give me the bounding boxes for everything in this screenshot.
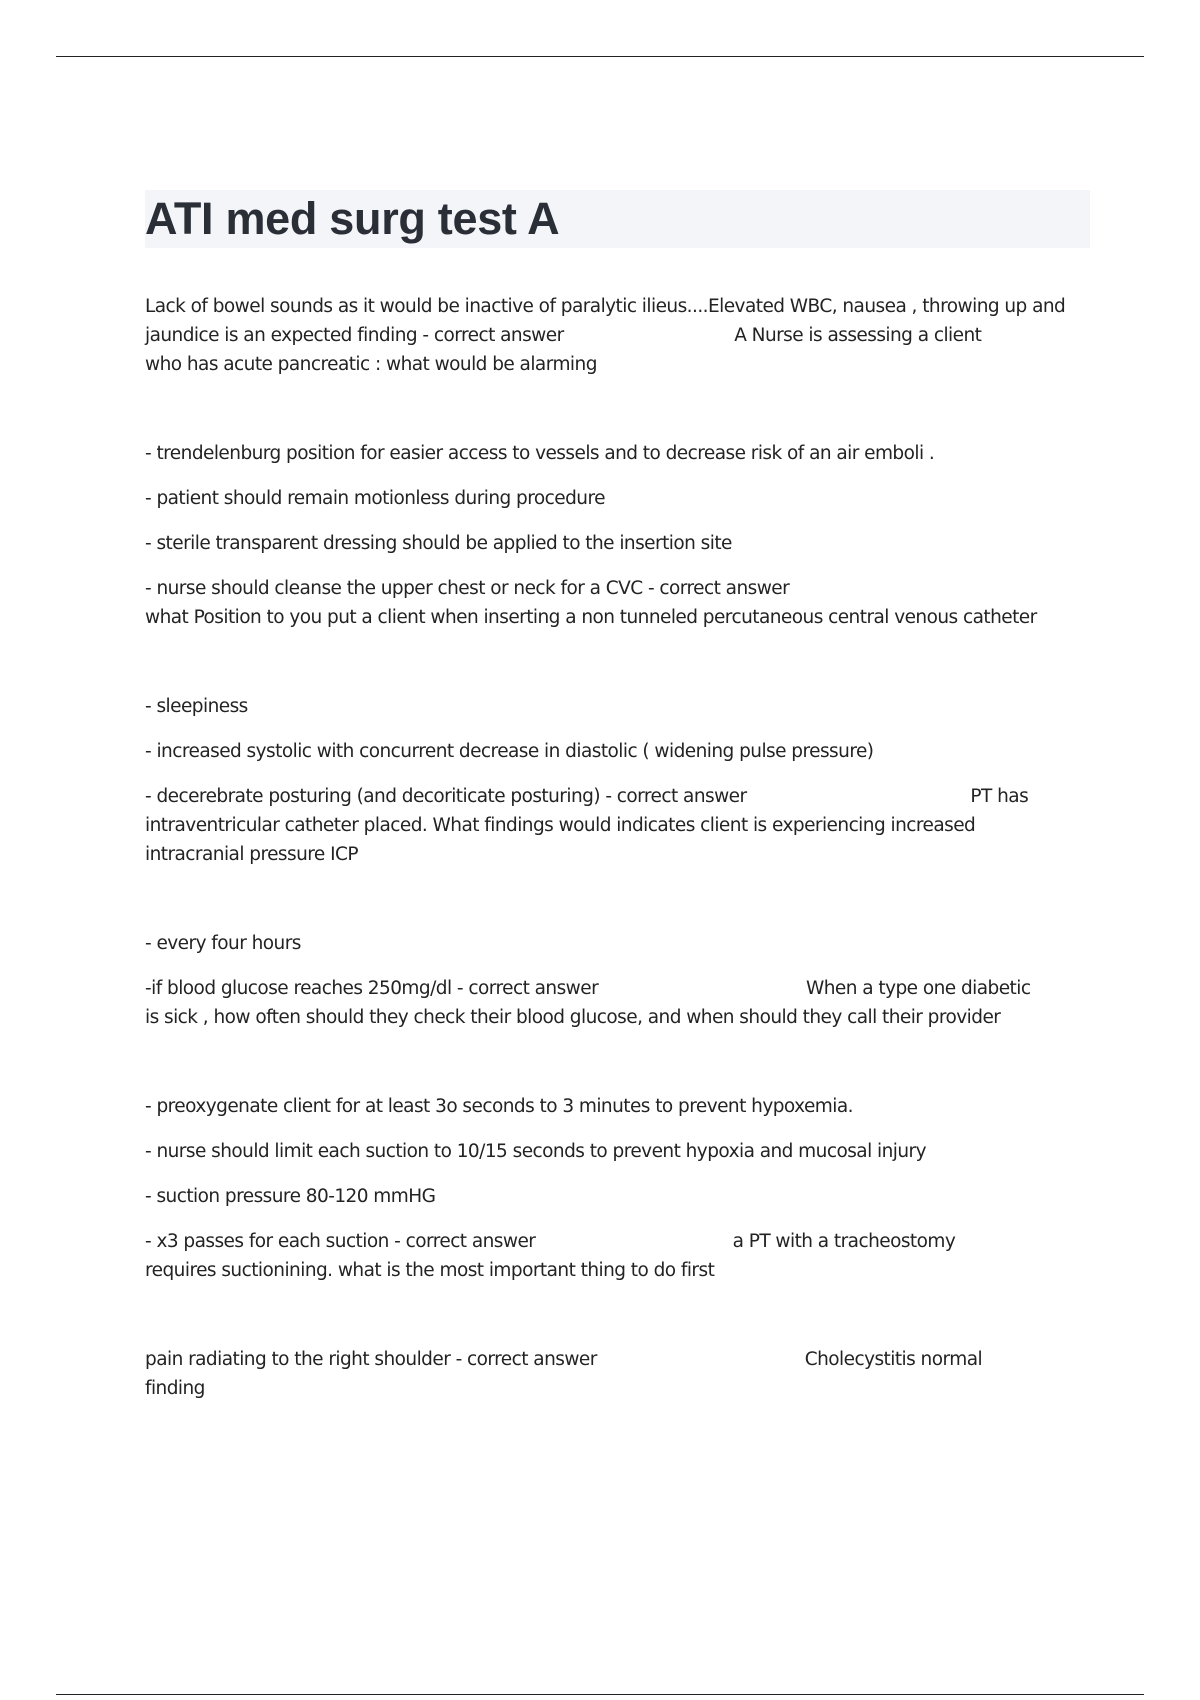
qa-line: -if blood glucose reaches 250mg/dl - correct answer When a type one diabetic — [145, 978, 1031, 999]
qa-line: - increased systolic with concurrent decrease in diastolic ( widening pulse pressure) — [145, 741, 874, 762]
title-banner — [145, 190, 1090, 248]
qa-line: - preoxygenate client for at least 3o seconds to 3 minutes to prevent hypoxemia. — [145, 1096, 853, 1117]
qa-line: - trendelenburg position for easier access to vessels and to decrease risk of an air emboli . — [145, 443, 935, 464]
document-title: ATI med surg test A — [145, 193, 560, 244]
qa-list — [145, 292, 1090, 1403]
qa-line: what Position to you put a client when inserting a non tunneled percutaneous central venous catheter — [145, 607, 1037, 628]
qa-line: - suction pressure 80-120 mmHG — [145, 1186, 436, 1207]
qa-card — [145, 439, 1090, 632]
qa-card — [145, 1092, 1090, 1285]
qa-line: - every four hours — [145, 933, 301, 954]
qa-line: requires suctionining. what is the most important thing to do first — [145, 1260, 715, 1281]
qa-line: Lack of bowel sounds as it would be inactive of paralytic ilieus....Elevated WBC, nausea , throwing up and — [145, 296, 1066, 317]
qa-line: - nurse should cleanse the upper chest or neck for a CVC - correct answer — [145, 578, 790, 599]
qa-line: - sleepiness — [145, 696, 248, 717]
qa-line: is sick , how often should they check their blood glucose, and when should they call their provider — [145, 1007, 1001, 1028]
document-content — [145, 190, 1090, 1403]
qa-line: - patient should remain motionless during procedure — [145, 488, 605, 509]
qa-line: - decerebrate posturing (and decoriticate posturing) - correct answer PT has — [145, 786, 1029, 807]
qa-line: - x3 passes for each suction - correct answer a PT with a tracheostomy — [145, 1231, 956, 1252]
qa-line: - sterile transparent dressing should be applied to the insertion site — [145, 533, 732, 554]
qa-line: finding — [145, 1378, 205, 1399]
qa-card — [145, 292, 1090, 379]
qa-line: - nurse should limit each suction to 10/15 seconds to prevent hypoxia and mucosal injury — [145, 1141, 926, 1162]
qa-card — [145, 929, 1090, 1032]
qa-line: pain radiating to the right shoulder - correct answer Cholecystitis normal — [145, 1349, 983, 1370]
qa-line: intraventricular catheter placed. What findings would indicates client is experiencing increased — [145, 815, 976, 836]
qa-line: intracranial pressure ICP — [145, 844, 358, 865]
qa-line: who has acute pancreatic : what would be alarming — [145, 354, 597, 375]
qa-card — [145, 1345, 1090, 1403]
bottom-rule — [56, 1694, 1144, 1695]
top-rule — [56, 56, 1144, 57]
qa-line: jaundice is an expected finding - correct answer A Nurse is assessing a client — [145, 325, 982, 346]
qa-card — [145, 692, 1090, 869]
